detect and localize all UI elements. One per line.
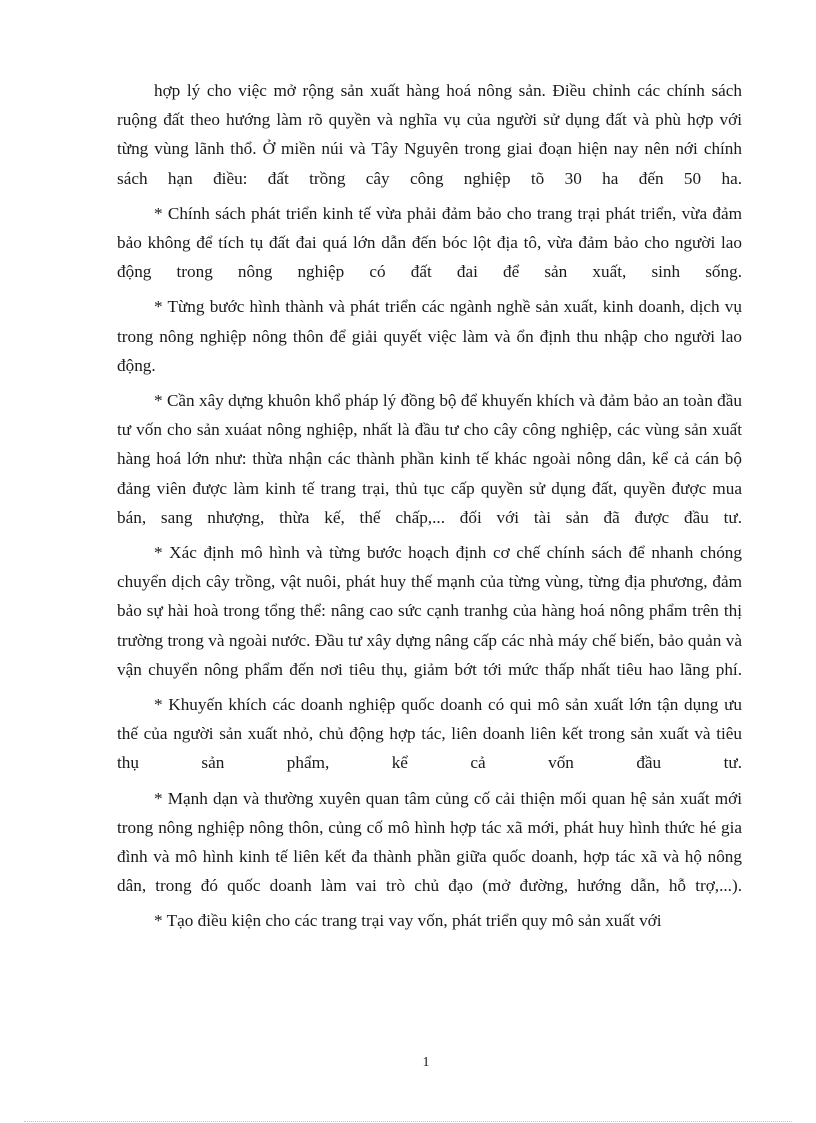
paragraph-legal-framework: * Cần xây dựng khuôn khổ pháp lý đồng bộ để khuyến khích và đảm bảo an toàn đầu tư vốn cho sản xuáat nông nghiệp, nhất là đầu tư cho cây công nghiệp, các vùng sản xuất hàng hoá lớn như: thừa nhận các thành phần kinh tế khác ngoài nông dân, kể cả cán bộ đảng viên được làm kinh tế trang trại, thủ tục cấp quyền sử dụng đất, quyền được mua bán, sang nhượng, thừa kế, thế chấp,... đối với tài sản đã được đầu tư. [117, 391, 742, 527]
paragraph-production-model: * Xác định mô hình và từng bước hoạch định cơ chế chính sách để nhanh chóng chuyển dịch cây trồng, vật nuôi, phát huy thế mạnh của từng vùng, từng địa phương, đảm bảo sự hài hoà trong tổng thể: nâng cao sức cạnh tranhg của hàng hoá nông phẩm trên thị trường trong và ngoài nước. Đầu tư xây dựng nâng cấp các nhà máy chế biến, bảo quản và vận chuyển nông phẩm đến nơi tiêu thụ, giảm bớt tới mức thấp nhất tiêu hao lãng phí. [117, 543, 742, 679]
paragraph-trades-services: * Từng bước hình thành và phát triển các ngành nghề sản xuất, kinh doanh, dịch vụ trong nông nghiệp nông thôn để giải quyết việc làm và ổn định thu nhập cho người lao động. [117, 297, 742, 375]
paragraph-economic-policy: * Chính sách phát triển kinh tế vừa phải đảm bảo cho trang trại phát triển, vừa đảm bảo không để tích tụ đất đai quá lớn dẫn đến bóc lột địa tô, vừa đảm bảo cho người lao động trong nông nghiệp có đất đai để sản xuất, sinh sống. [117, 203, 742, 282]
page-number: 1 [422, 1055, 430, 1070]
paragraph-farm-loans: * Tạo điều kiện cho các trang trại vay vốn, phát triển quy mô sản xuất với [154, 911, 662, 931]
paragraph-production-relations: * Mạnh dạn và thường xuyên quan tâm củng cố cải thiện mối quan hệ sản xuất mới trong nông nghiệp nông thôn, củng cố mô hình hợp tác xã mới, phát huy hình thức hé gia đình và mô hình kinh tế liên kết đa thành phần giữa quốc doanh, hợp tác xã và hộ nông dân, trong đó quốc doanh làm vai trò chủ đạo (mở đường, hướng dẫn, hỗ trợ,...). [117, 788, 742, 896]
paragraph-state-enterprises: * Khuyến khích các doanh nghiệp quốc doanh có qui mô sản xuất lớn tận dụng ưu thế của người sản xuất nhỏ, chủ động hợp tác, liên doanh liên kết trong sản xuất và tiêu thụ sản phẩm, kể cả vốn đầu tư. [117, 695, 742, 773]
page-bottom-divider [24, 1121, 792, 1122]
paragraph-policy-land: hợp lý cho việc mở rộng sản xuất hàng hoá nông sản. Điều chỉnh các chính sách ruộng đất theo hướng làm rõ quyền và nghĩa vụ của người sử dụng đất và phù hợp với từng vùng lãnh thổ. Ở miền núi và Tây Nguyên trong giai đoạn hiện nay nên nới chính sách hạn điều: đất trồng cây công nghiệp tõ 30 ha đến 50 ha. [117, 81, 742, 188]
body-text [117, 76, 742, 936]
